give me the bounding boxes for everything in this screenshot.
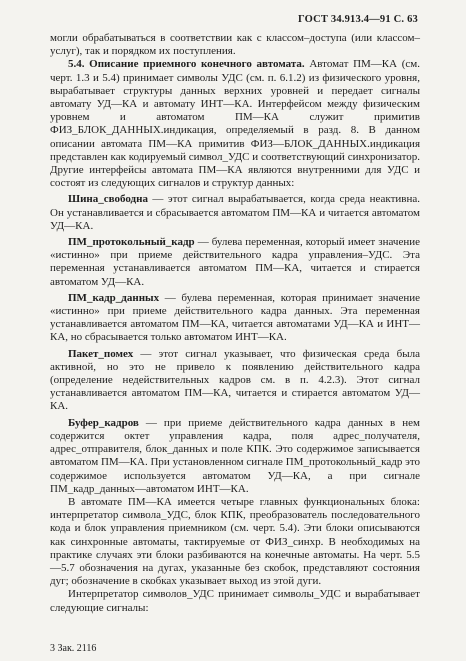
page-footer: 3 Зак. 2116 — [50, 643, 97, 654]
term-label: ПМ_протокольный_кадр — [68, 236, 195, 249]
section-title: 5.4. Описание приемного конечного автомата. — [68, 58, 305, 71]
paragraph — [50, 292, 420, 345]
page-header: ГОСТ 34.913.4—91 С. 63 — [297, 14, 418, 25]
term-label: Буфер_кадров — [68, 416, 139, 429]
paragraph — [50, 588, 420, 614]
paragraph — [50, 348, 420, 414]
paragraph-text: — при приеме действительного кадра данных в нем содержится октет управления кадра, поля адрес_получателя, адрес_отправителя, блок_данных и поле КПК. Это содержимое записывается автоматом ПМ—КА. При установленном сигнале ПМ_протокольный_кадр это содержимое используется автоматом УД—КА, а при сигнале ПМ_кадр_данных—автоматом ИНТ—КА. — [50, 416, 420, 495]
paragraph — [50, 193, 420, 233]
paragraph-text: — булева переменная, которая принимает значение «истинно» при приеме действительного кадра данных. Эта переменная устанавливается автоматом ПМ—КА, читается автоматами УД—КА и ИНТ—КА, но сбрасывается только автоматом ИНТ—КА. — [50, 291, 420, 344]
paragraph — [50, 58, 420, 190]
paragraph — [50, 496, 420, 588]
paragraph-text: — этот сигнал указывает, что физическая среда была активной, но это не привело к появлению действительного кадра (определение недействительных кадров см. в п. 4.2.3). Этот сигнал устанавливается автоматом ПМ—КА, читается и стирается автоматом УД—КА. — [50, 347, 420, 413]
paragraph-text: — булева переменная, который имеет значение «истинно» при приеме действительного кадра управления–УДС. Эта переменная устанавливается автоматом ПМ—КА, читается и стирается автоматом УД—КА. — [50, 236, 420, 288]
paragraph — [50, 236, 420, 289]
page-body — [50, 32, 420, 615]
paragraph-text: могли обрабатываться в соответствии как с классом–доступа (или классом–услуг), так и порядком их поступления. — [50, 32, 420, 58]
paragraph — [50, 32, 420, 58]
term-label: ПМ_кадр_данных — [68, 291, 160, 304]
paragraph — [50, 417, 420, 496]
term-label: Шина_свободна — [68, 193, 148, 206]
paragraph-text: В автомате ПМ—КА имеется четыре главных функциональных блока: интерпретатор символа_УДС, блок КПК, преобразователь последовательного кода и блок управления приемником (см. черт. 5.4). Эти блоки описываются как синхронные автоматы, тактируемые от ФИЗ_синхр. В необходимых на практике случаях эти блоки разбиваются на конечные автоматы. На черт. 5.5—5.7 обозначения на дугах, указанные без скобок, представляют состояния дуг; обозначение в скобках указывает выход из этой дуги. — [50, 495, 420, 588]
term-label: Пакет_помех — [68, 347, 134, 360]
paragraph-text: Автомат ПМ—КА (см. черт. 1.3 и 5.4) принимает символы УДС (см. п. 6.1.2) из физического уровня, вырабатывает структуры данных верхних уровней и передает сигналы автомату УД—КА и автомату ИНТ—КА. Интерфейсом между физическим уровнем и автоматом ПМ—КА служит примитив ФИЗ_БЛОК_ДАННЫХ.индикация, определяемый в разд. 8. В данном описании автомата ПМ—КА примитив ФИЗ—БЛОК_ДАННЫХ.индикация представлен как кодируемый символ_УДС и соответствующий синхронизатор. Другие интерфейсы автомата ПМ—КА являются внутренними для УДС и состоят из следующих сигналов и структур данных: — [50, 58, 420, 190]
paragraph-text: — этот сигнал вырабатывается, когда среда неактивна. Он устанавливается и сбрасывается автоматом ПМ—КА и читается автоматом УД—КА. — [50, 193, 420, 232]
paragraph-text: Интерпретатор символов_УДС принимает символы_УДС и вырабатывает следующие сигналы: — [50, 588, 420, 614]
